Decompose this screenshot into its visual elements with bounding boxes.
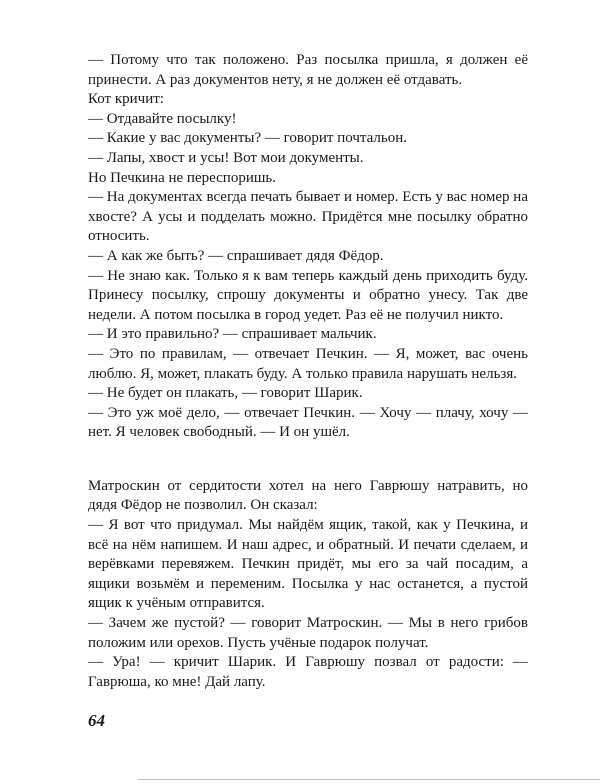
page-body-text — [88, 51, 528, 692]
paragraph: — А как же быть? — спрашивает дядя Фёдор. — [88, 247, 384, 264]
paragraph: — Ура! — кричит Шарик. И Гаврюшу позвал от радости: — Гаврюша, ко мне! Дай лапу. — [88, 654, 528, 690]
paragraph: — Какие у вас документы? — говорит почтальон. — [88, 130, 408, 147]
paragraph: Матроскин от сердитости хотел на него Гаврюшу натравить, но дядя Фёдор не позволил. Он сказал: — [88, 477, 528, 514]
paragraph: Но Печкина не переспоришь. — [88, 169, 276, 186]
paragraph: — Лапы, хвост и усы! Вот мои документы. — [88, 149, 364, 166]
paragraph: — Потому что так положено. Раз посылка пришла, я должен её принести. А раз документов нету, я не должен её отдавать. — [88, 52, 528, 88]
bottom-edge-line — [138, 779, 600, 780]
page-number: 64 — [88, 711, 105, 730]
paragraph: — Отдавайте посылку! — [88, 110, 237, 127]
section-break — [88, 443, 528, 477]
paragraph: — Я вот что придумал. Мы найдём ящик, такой, как у Печкина, и всё на нём напишем. И наш адрес, и обратный. И печати сделаем, и верёвками перевяжем. Печкин придёт, мы его за чай посадим, а ящики возьмём и переменим. Посылка у нас останется, а пустой ящик к учёным отправится. — [88, 517, 528, 612]
paragraph: Кот кричит: — [88, 91, 164, 108]
paragraph: — Не будет он плакать, — говорит Шарик. — [88, 385, 363, 402]
paragraph: — Зачем же пустой? — говорит Матроскин. — Мы в него грибов положим или орехов. Пусть учёные подарок получат. — [88, 615, 528, 651]
paragraph: — И это правильно? — спрашивает мальчик. — [88, 326, 377, 343]
paragraph: — Это по правилам, — отвечает Печкин. — Я, может, вас очень люблю. Я, может, плакать буду. А только правила нарушать нельзя. — [88, 345, 528, 382]
paragraph: — Не знаю как. Только я к вам теперь каждый день приходить буду. Принесу посылку, спрошу документы и обратно унесу. Так две недели. А потом посылка в город уедет. Раз её не получил никто. — [88, 267, 528, 323]
paragraph: — На документах всегда печать бывает и номер. Есть у вас номер на хвосте? А усы и подделать можно. Придётся мне посылку обратно относить. — [88, 189, 528, 245]
paragraph: — Это уж моё дело, — отвечает Печкин. — Хочу — плачу, хочу — нет. Я человек свободный. — И он ушёл. — [88, 404, 528, 441]
